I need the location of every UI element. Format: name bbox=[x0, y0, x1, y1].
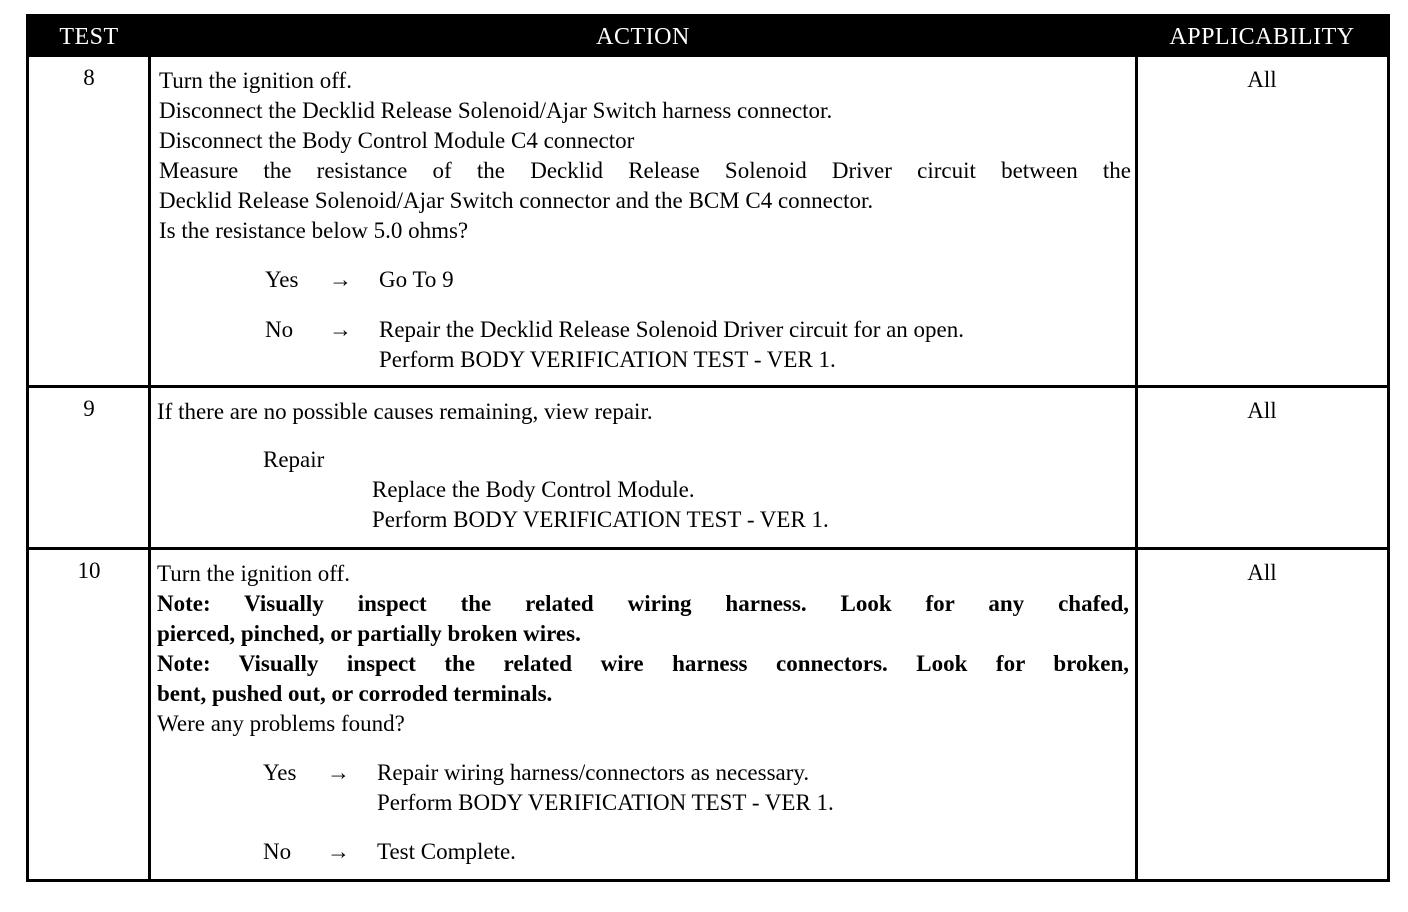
repair-line: Perform BODY VERIFICATION TEST - VER 1. bbox=[372, 507, 829, 532]
arrow-right-icon: → bbox=[327, 760, 350, 785]
table-row bbox=[29, 550, 1387, 879]
choice-label: Yes bbox=[265, 267, 299, 292]
applicability-cell: All bbox=[1247, 560, 1277, 585]
action-line: Disconnect the Decklid Release Solenoid/Ajar Switch harness connector. bbox=[159, 98, 833, 123]
note-line: Note: Visually inspect the related wire harness connectors. Look for broken, bbox=[157, 651, 1129, 676]
header-action: ACTION bbox=[596, 24, 690, 50]
note-line: bent, pushed out, or corroded terminals. bbox=[157, 681, 553, 706]
action-line: Turn the ignition off. bbox=[159, 68, 352, 93]
repair-label: Repair bbox=[263, 447, 325, 472]
choice-line: Repair the Decklid Release Solenoid Driver circuit for an open. bbox=[379, 317, 965, 342]
action-line: Is the resistance below 5.0 ohms? bbox=[159, 218, 469, 243]
table-row bbox=[29, 57, 1387, 388]
header-test: TEST bbox=[59, 24, 119, 50]
action-line: Turn the ignition off. bbox=[157, 561, 350, 586]
action-line: Were any problems found? bbox=[157, 711, 405, 736]
choice-yes bbox=[159, 265, 1131, 295]
table-header bbox=[29, 17, 1387, 57]
header-applicability: APPLICABILITY bbox=[1169, 24, 1355, 50]
applicability-cell: All bbox=[1247, 67, 1277, 92]
choice-line: Perform BODY VERIFICATION TEST - VER 1. bbox=[379, 347, 836, 372]
action-line: Disconnect the Body Control Module C4 connector bbox=[159, 128, 635, 153]
arrow-right-icon: → bbox=[329, 267, 352, 292]
column-divider bbox=[148, 57, 151, 385]
arrow-right-icon: → bbox=[329, 317, 352, 342]
choice-yes bbox=[157, 758, 1129, 818]
choice-no bbox=[159, 315, 1131, 375]
choice-line: Perform BODY VERIFICATION TEST - VER 1. bbox=[377, 790, 834, 815]
choice-line: Go To 9 bbox=[379, 267, 454, 292]
action-line: Measure the resistance of the Decklid Release Solenoid Driver circuit between the bbox=[159, 158, 1131, 183]
table-row bbox=[29, 388, 1387, 550]
choice-line: Test Complete. bbox=[377, 839, 516, 864]
repair-line: Replace the Body Control Module. bbox=[372, 477, 695, 502]
choice-label: Yes bbox=[263, 760, 297, 785]
column-divider bbox=[1135, 57, 1138, 385]
note-line: pierced, pinched, or partially broken wires. bbox=[157, 621, 581, 646]
action-cell bbox=[157, 397, 1129, 535]
choice-no bbox=[157, 837, 1129, 867]
column-divider bbox=[148, 550, 151, 879]
note-line: Note: Visually inspect the related wiring harness. Look for any chafed, bbox=[157, 591, 1129, 616]
action-line: If there are no possible causes remaining, view repair. bbox=[157, 399, 653, 424]
choice-label: No bbox=[263, 839, 292, 864]
action-line: Decklid Release Solenoid/Ajar Switch connector and the BCM C4 connector. bbox=[159, 188, 874, 213]
action-cell bbox=[159, 66, 1131, 375]
column-divider bbox=[1135, 550, 1138, 879]
arrow-right-icon: → bbox=[327, 839, 350, 864]
test-number: 10 bbox=[77, 558, 101, 583]
diagnostic-table bbox=[26, 14, 1390, 882]
applicability-cell: All bbox=[1247, 398, 1277, 423]
test-number: 8 bbox=[83, 65, 95, 90]
choice-label: No bbox=[265, 317, 294, 342]
choice-line: Repair wiring harness/connectors as necessary. bbox=[377, 760, 810, 785]
action-cell bbox=[157, 559, 1129, 867]
test-number: 9 bbox=[83, 396, 95, 421]
repair-block bbox=[157, 445, 1129, 535]
